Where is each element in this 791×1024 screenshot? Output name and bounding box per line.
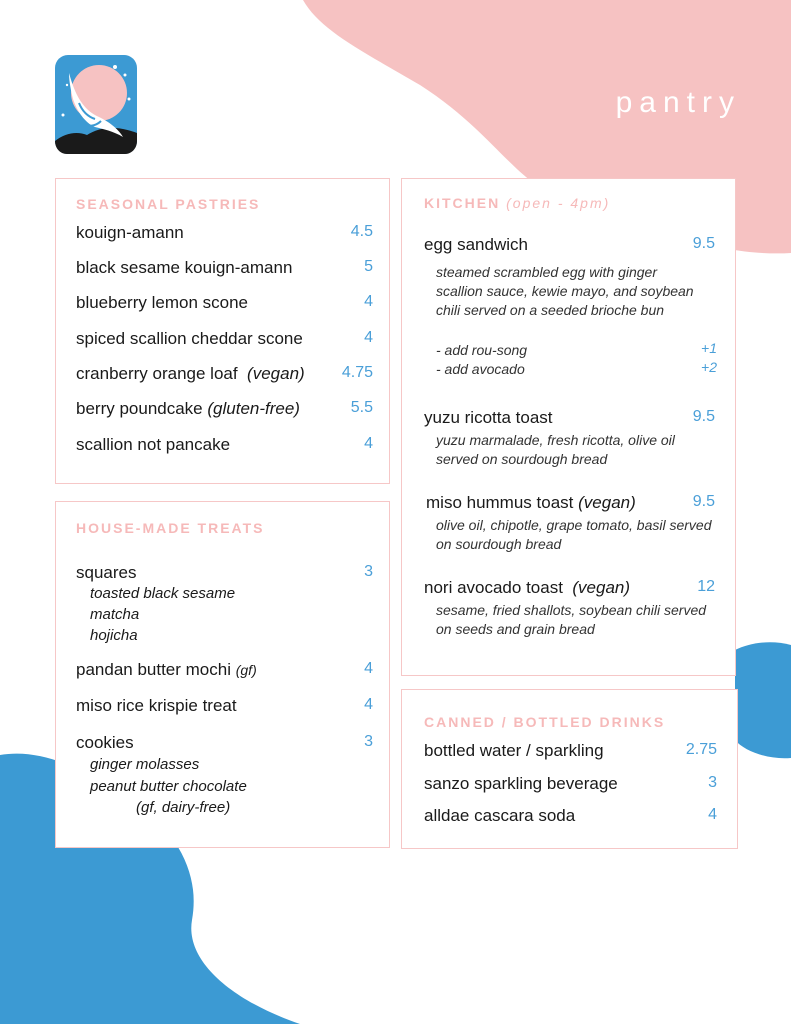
price: 3 — [364, 563, 373, 580]
drinks-panel — [401, 689, 738, 849]
item-description: sesame, fried shallots, soybean chili served on seeds and grain bread — [436, 602, 707, 637]
price: 4 — [364, 329, 373, 346]
menu-item: egg sandwich 9.5 — [424, 235, 715, 254]
flavor: hojicha — [90, 627, 138, 644]
price: 9.5 — [692, 493, 715, 510]
kitchen-panel — [401, 178, 736, 676]
price: 4.75 — [341, 364, 373, 381]
menu-item: berry poundcake (gluten-free) 5.5 — [76, 399, 373, 418]
brand-title: pantry — [615, 86, 741, 119]
price: 5.5 — [350, 399, 373, 416]
menu-item: cranberry orange loaf (vegan) 4.75 — [76, 364, 373, 383]
flavor: ginger molasses — [90, 756, 200, 773]
menu-item: black sesame kouign-amann 5 — [76, 258, 373, 277]
diet-note: (gf, dairy-free) — [136, 799, 231, 816]
menu-item: alldae cascara soda 4 — [424, 806, 717, 825]
price: 4 — [364, 696, 373, 713]
addon: - add rou-song +1 — [436, 340, 717, 358]
addon-price: +1 — [701, 340, 717, 356]
menu-item: squares 3 — [76, 563, 373, 582]
blue-blob-right — [735, 642, 791, 758]
seasonal-pastries-panel — [55, 178, 390, 484]
menu-item: nori avocado toast (vegan) 12 — [424, 578, 715, 597]
menu-item: miso rice krispie treat 4 — [76, 696, 373, 715]
price: 12 — [697, 578, 715, 595]
price: 9.5 — [692, 408, 715, 425]
price: 2.75 — [685, 741, 717, 758]
flavor: toasted black sesame — [90, 585, 236, 602]
menu-item: spiced scallion cheddar scone 4 — [76, 329, 373, 348]
price: 3 — [708, 774, 717, 791]
menu-item: kouign-amann 4.5 — [76, 223, 373, 242]
price: 4 — [708, 806, 717, 823]
item-description: steamed scrambled egg with ginger scallion sauce, kewie mayo, and soybean chili served on a seeded brioche bun — [436, 264, 694, 318]
section-title: CANNED / BOTTLED DRINKS — [424, 714, 666, 730]
menu-item: scallion not pancake 4 — [76, 435, 373, 454]
flavor: peanut butter chocolate — [90, 778, 247, 795]
menu-item: bottled water / sparkling 2.75 — [424, 741, 717, 760]
menu-item: miso hummus toast (vegan) 9.5 — [426, 493, 715, 512]
price: 5 — [364, 258, 373, 275]
price: 4.5 — [350, 223, 373, 240]
price: 4 — [364, 293, 373, 310]
menu-item: blueberry lemon scone 4 — [76, 293, 373, 312]
house-made-treats-panel — [55, 501, 390, 848]
price: 4 — [364, 660, 373, 677]
section-title: HOUSE-MADE TREATS — [76, 520, 265, 536]
pantry-logo — [55, 55, 137, 154]
section-title: SEASONAL PASTRIES — [76, 196, 261, 212]
price: 9.5 — [692, 235, 715, 252]
price: 3 — [364, 733, 373, 750]
addon-price: +2 — [701, 359, 717, 375]
section-title: KITCHEN (open - 4pm) — [424, 195, 611, 211]
hours: (open - 4pm) — [506, 195, 611, 211]
menu-item: sanzo sparkling beverage 3 — [424, 774, 717, 793]
menu-item: yuzu ricotta toast 9.5 — [424, 408, 715, 427]
price: 4 — [364, 435, 373, 452]
item-description: olive oil, chipotle, grape tomato, basil served on sourdough bread — [436, 517, 712, 552]
menu-item: cookies 3 — [76, 733, 373, 752]
addon: - add avocado +2 — [436, 359, 717, 377]
item-description: yuzu marmalade, fresh ricotta, olive oil served on sourdough bread — [436, 432, 675, 467]
flavor: matcha — [90, 606, 140, 623]
menu-item: pandan butter mochi (gf) 4 — [76, 660, 373, 679]
